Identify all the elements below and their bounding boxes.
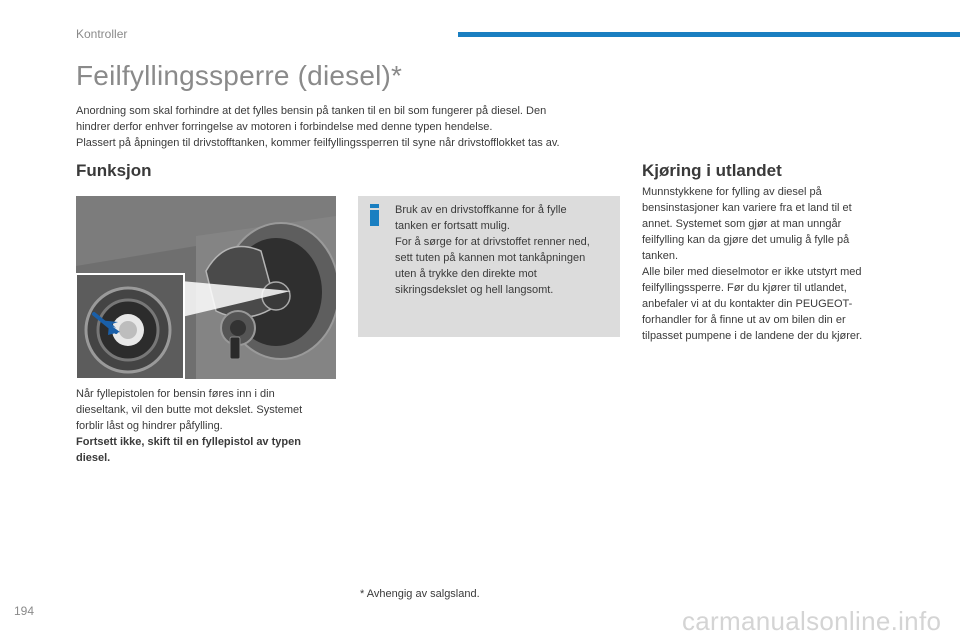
funksjon-line: forblir låst og hindrer påfylling.: [76, 420, 223, 432]
utlandet-line: bensinstasjoner kan variere fra et land til et: [642, 202, 852, 214]
intro-line: Anordning som skal forhindre at det fylles bensin på tanken til en bil som fungerer på diesel. Den: [76, 105, 547, 117]
funksjon-warning: diesel.: [76, 452, 111, 464]
utlandet-line: Alle biler med dieselmotor er ikke utstyrt med: [642, 266, 862, 278]
info-line: For å sørge for at drivstoffet renner ned,: [395, 236, 590, 248]
funksjon-warning: Fortsett ikke, skift til en fyllepistol av typen: [76, 436, 301, 448]
info-line: Bruk av en drivstoffkanne for å fylle: [395, 204, 567, 216]
utlandet-line: tilpasset pumpene i de landene der du kjører.: [642, 330, 863, 342]
utlandet-line: annet. Systemet som gjør at man unngår: [642, 218, 842, 230]
utlandet-line: feilfylling kan da gjøre det umulig å fylle på: [642, 234, 850, 246]
funksjon-text: [76, 386, 346, 466]
watermark: carmanualsonline.info: [682, 606, 942, 636]
funksjon-line: Når fyllepistolen for bensin føres inn i din: [76, 388, 275, 400]
intro-line: hindrer derfor enhver forringelse av motoren i forbindelse med denne typen hendelse.: [76, 121, 493, 133]
utlandet-line: feilfyllingssperre. Før du kjører til utlandet,: [642, 282, 847, 294]
funksjon-line: dieseltank, vil den butte mot dekslet. Systemet: [76, 404, 303, 416]
info-line: tanken er fortsatt mulig.: [395, 220, 510, 232]
utlandet-line: tanken.: [642, 250, 679, 262]
utlandet-line: anbefaler vi at du kontakter din PEUGEOT-: [642, 298, 853, 310]
info-text: [395, 202, 617, 298]
intro-paragraph: [76, 103, 636, 151]
utlandet-line: Munnstykkene for fylling av diesel på: [642, 186, 822, 198]
info-line: sikringsdekslet og hell langsomt.: [395, 284, 554, 296]
section-header: Kontroller: [76, 27, 128, 41]
utlandet-text: [642, 184, 912, 344]
footnote: * Avhengig av salgsland.: [360, 588, 480, 600]
fuel-filler-illustration: [76, 196, 336, 379]
info-icon: [370, 204, 379, 226]
info-line: sett tuten på kannen mot tankåpningen: [395, 252, 586, 264]
page-title: Feilfyllingssperre (diesel)*: [76, 60, 403, 91]
page-number: 194: [14, 604, 35, 618]
info-box: [358, 196, 620, 337]
info-line: uten å trykke den direkte mot: [395, 268, 537, 280]
intro-line: Plassert på åpningen til drivstofftanken, kommer feilfyllingssperren til syne når drivstofflokket tas av.: [76, 137, 560, 149]
funksjon-heading: Funksjon: [76, 161, 152, 180]
utlandet-heading: Kjøring i utlandet: [642, 161, 782, 180]
header-accent-bar: [458, 32, 960, 37]
utlandet-line: forhandler for å finne ut av om bilen din er: [642, 314, 846, 326]
